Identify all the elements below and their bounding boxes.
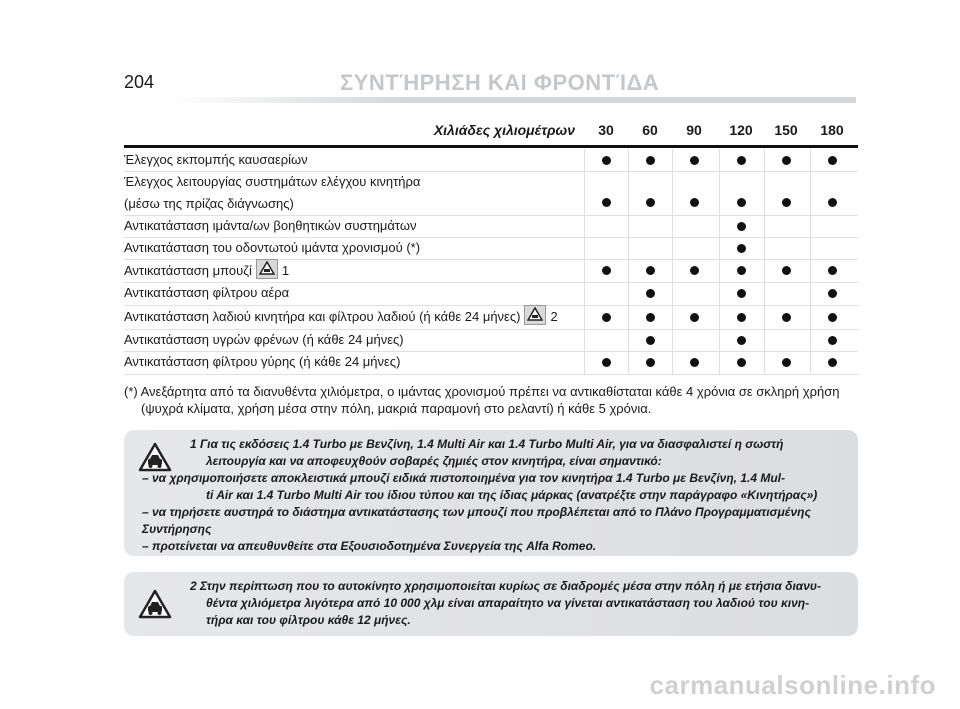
bullet-mark <box>828 336 837 345</box>
footnote-line-1: (*) Ανεξάρτητα από τα διανυθέντα χιλιόμετρα, ο ιμάντας χρονισμού πρέπει να αντικαθίσταται κάθε 4 χρόνια σε σκληρή χρήση <box>124 384 840 399</box>
table-cell <box>584 305 629 329</box>
table-cell <box>672 305 717 329</box>
row-label <box>124 329 404 351</box>
bullet-mark <box>602 198 611 207</box>
note-1-line: – να χρησιμοποιήσετε αποκλειστικά μπουζί ειδικά πιστοποιημένα για τον κινητήρα 1.4 Turbo με Βενζίνη, 1.4 Mul- <box>142 471 786 485</box>
bullet-mark <box>602 156 611 165</box>
row-label <box>124 351 400 373</box>
bullet-mark <box>737 313 746 322</box>
table-cell <box>672 259 717 282</box>
bullet-mark <box>646 156 655 165</box>
note-1-line: 1 Για τις εκδόσεις 1.4 Turbo με Βενζίνη, 1.4 Multi Air και 1.4 Turbo Multi Air, για να διασφαλιστεί η σωστή <box>190 437 784 451</box>
page-number: 204 <box>124 72 155 92</box>
warning-icon <box>524 305 546 325</box>
warning-icon <box>256 259 278 279</box>
table-cell <box>810 282 855 305</box>
note-2-line: 2 Στην περίπτωση που το αυτοκίνητο χρησιμοποιείται κυρίως σε διαδρομές μέσα στην πόλη ή με ετήσια διανυ- <box>190 579 822 593</box>
warning-icon <box>138 442 172 472</box>
table-cell <box>628 259 673 282</box>
table-cell <box>628 215 673 237</box>
row-label-text: Αντικατάσταση ιμάντα/ων βοηθητικών συστημάτων <box>124 218 417 233</box>
table-cell <box>628 305 673 329</box>
row-label-text: Αντικατάσταση υγρών φρένων (ή κάθε 24 μήνες) <box>124 332 404 347</box>
table-cell <box>719 149 764 171</box>
bullet-mark <box>646 336 655 345</box>
bullet-mark <box>782 313 791 322</box>
table-cell <box>810 351 855 374</box>
table-cell <box>764 259 809 282</box>
table-cell <box>719 215 764 237</box>
table-row <box>124 305 858 330</box>
table-row <box>124 171 858 216</box>
row-label <box>124 259 289 282</box>
bullet-mark <box>828 313 837 322</box>
bullet-mark <box>737 198 746 207</box>
bullet-mark <box>828 289 837 298</box>
row-label-text: Αντικατάσταση μπουζί <box>124 263 252 278</box>
table-cell <box>764 149 809 171</box>
table-cell <box>764 171 809 215</box>
bullet-mark <box>782 198 791 207</box>
note-1-line: – προτείνεται να απευθυνθείτε στα Εξουσιοδοτημένα Συνεργεία της Alfa Romeo. <box>142 539 597 553</box>
table-cell <box>719 282 764 305</box>
table-cell <box>584 215 629 237</box>
table-cell <box>719 259 764 282</box>
bullet-mark <box>828 266 837 275</box>
table-row <box>124 329 858 352</box>
bullet-mark <box>782 156 791 165</box>
row-label <box>124 171 420 215</box>
table-header-rule <box>124 145 858 148</box>
bullet-mark <box>737 266 746 275</box>
table-cell <box>672 351 717 374</box>
table-cell <box>764 351 809 374</box>
table-header-label: Χιλιάδες χιλιομέτρων <box>433 122 575 138</box>
table-cell <box>810 259 855 282</box>
table-cell <box>628 171 673 215</box>
bullet-mark <box>737 244 746 253</box>
row-label <box>124 215 417 237</box>
table-column-header: 60 <box>642 122 658 138</box>
bullet-mark <box>828 198 837 207</box>
table-cell <box>719 237 764 259</box>
table-cell <box>764 305 809 329</box>
table-cell <box>584 171 629 215</box>
note-box-2 <box>124 572 858 636</box>
table-cell <box>810 237 855 259</box>
table-cell <box>672 282 717 305</box>
note-box-1 <box>124 430 858 556</box>
bullet-mark <box>737 222 746 231</box>
bullet-mark <box>602 266 611 275</box>
bullet-mark <box>602 313 611 322</box>
bullet-mark <box>690 198 699 207</box>
row-label-text: Αντικατάσταση φίλτρου αέρα <box>124 285 290 300</box>
table-cell <box>584 351 629 374</box>
bullet-mark <box>646 313 655 322</box>
table-column-header: 180 <box>820 122 844 138</box>
row-label-text-2: (μέσω της πρίζας διάγνωσης) <box>124 196 294 211</box>
table-cell <box>672 149 717 171</box>
table-cell <box>764 329 809 351</box>
bullet-mark <box>690 156 699 165</box>
table-cell <box>764 282 809 305</box>
bullet-mark <box>602 358 611 367</box>
table-cell <box>719 351 764 374</box>
table-cell <box>628 282 673 305</box>
bullet-mark <box>646 289 655 298</box>
table-cell <box>672 171 717 215</box>
table-cell <box>584 149 629 171</box>
title-rule <box>168 97 856 103</box>
note-1-line: λειτουργία και να αποφευχθούν σοβαρές ζημιές στον κινητήρα, είναι σημαντικό: <box>206 454 662 468</box>
table-cell <box>810 305 855 329</box>
bullet-mark <box>646 198 655 207</box>
bullet-mark <box>782 358 791 367</box>
table-column-header: 120 <box>729 122 753 138</box>
note-2-line: θέντα χιλιόμετρα λιγότερα από 10 000 χλμ είναι απαραίτητο να γίνεται αντικατάσταση του λαδιού του κινη- <box>206 596 810 610</box>
table-column-header: 150 <box>774 122 798 138</box>
note-1-line: Συντήρησης <box>142 522 212 536</box>
bullet-mark <box>690 313 699 322</box>
bullet-mark <box>828 156 837 165</box>
bullet-mark <box>737 336 746 345</box>
warning-icon <box>138 589 172 619</box>
footnote <box>124 383 864 417</box>
table-cell <box>810 329 855 351</box>
row-label-text: Αντικατάσταση φίλτρου γύρης (ή κάθε 24 μήνες) <box>124 354 401 369</box>
table-row <box>124 149 858 172</box>
table-cell <box>628 237 673 259</box>
table-cell <box>628 149 673 171</box>
bullet-mark <box>646 358 655 367</box>
table-row <box>124 351 858 375</box>
note-2-line: τήρα και του φίλτρου κάθε 12 μήνες. <box>206 613 411 627</box>
table-cell <box>584 237 629 259</box>
row-label <box>124 237 420 259</box>
table-cell <box>584 259 629 282</box>
row-label-text: Αντικατάσταση του οδοντωτού ιμάντα χρονισμού (*) <box>124 240 421 255</box>
table-cell <box>672 215 717 237</box>
table-column-header: 30 <box>598 122 614 138</box>
table-cell <box>584 282 629 305</box>
bullet-mark <box>737 358 746 367</box>
note-reference: 2 <box>550 309 558 324</box>
table-cell <box>719 329 764 351</box>
row-label <box>124 282 289 304</box>
row-label-text: Έλεγχος λειτουργίας συστημάτων ελέγχου κινητήρα <box>124 174 421 189</box>
note-1-line: – να τηρήσετε αυστηρά το διάστημα αντικατάστασης των μπουζί που προβλέπεται από το Πλάνο Προγραμματισμένης <box>142 505 811 519</box>
row-label-text: Έλεγχος εκπομπής καυσαερίων <box>124 152 308 167</box>
table-cell <box>628 351 673 374</box>
page-title: ΣΥΝΤΉΡΗΣΗ ΚΑΙ ΦΡΟΝΤΊΔΑ <box>340 70 660 95</box>
row-label-text: Αντικατάσταση λαδιού κινητήρα και φίλτρου λαδιού (ή κάθε 24 μήνες) <box>124 309 521 324</box>
bullet-mark <box>690 358 699 367</box>
table-cell <box>764 237 809 259</box>
table-cell <box>719 305 764 329</box>
table-cell <box>628 329 673 351</box>
table-cell <box>764 215 809 237</box>
table-cell <box>672 329 717 351</box>
table-row <box>124 259 858 283</box>
table-row <box>124 237 858 260</box>
table-cell <box>810 149 855 171</box>
bullet-mark <box>646 266 655 275</box>
table-row <box>124 215 858 238</box>
table-cell <box>719 171 764 215</box>
row-label <box>124 149 308 171</box>
table-cell <box>810 215 855 237</box>
table-cell <box>810 171 855 215</box>
table-cell <box>672 237 717 259</box>
bullet-mark <box>690 266 699 275</box>
bullet-mark <box>782 266 791 275</box>
bullet-mark <box>828 358 837 367</box>
row-label <box>124 305 558 328</box>
footnote-line-2: (ψυχρά κλίματα, χρήση μέσα στην πόλη, μακριά παραμονή στο ρελαντί) ή κάθε 5 χρόνια. <box>141 401 652 416</box>
watermark: carmanualsonline.info <box>649 670 936 700</box>
bullet-mark <box>737 156 746 165</box>
table-row <box>124 282 858 306</box>
note-1-line: ti Air και 1.4 Turbo Multi Air του ίδιου τύπου και της ίδιας μάρκας (ανατρέξτε στην παράγραφο «Κινητήρας») <box>206 488 818 502</box>
table-column-header: 90 <box>686 122 702 138</box>
note-reference: 1 <box>281 263 290 278</box>
bullet-mark <box>737 289 746 298</box>
table-cell <box>584 329 629 351</box>
